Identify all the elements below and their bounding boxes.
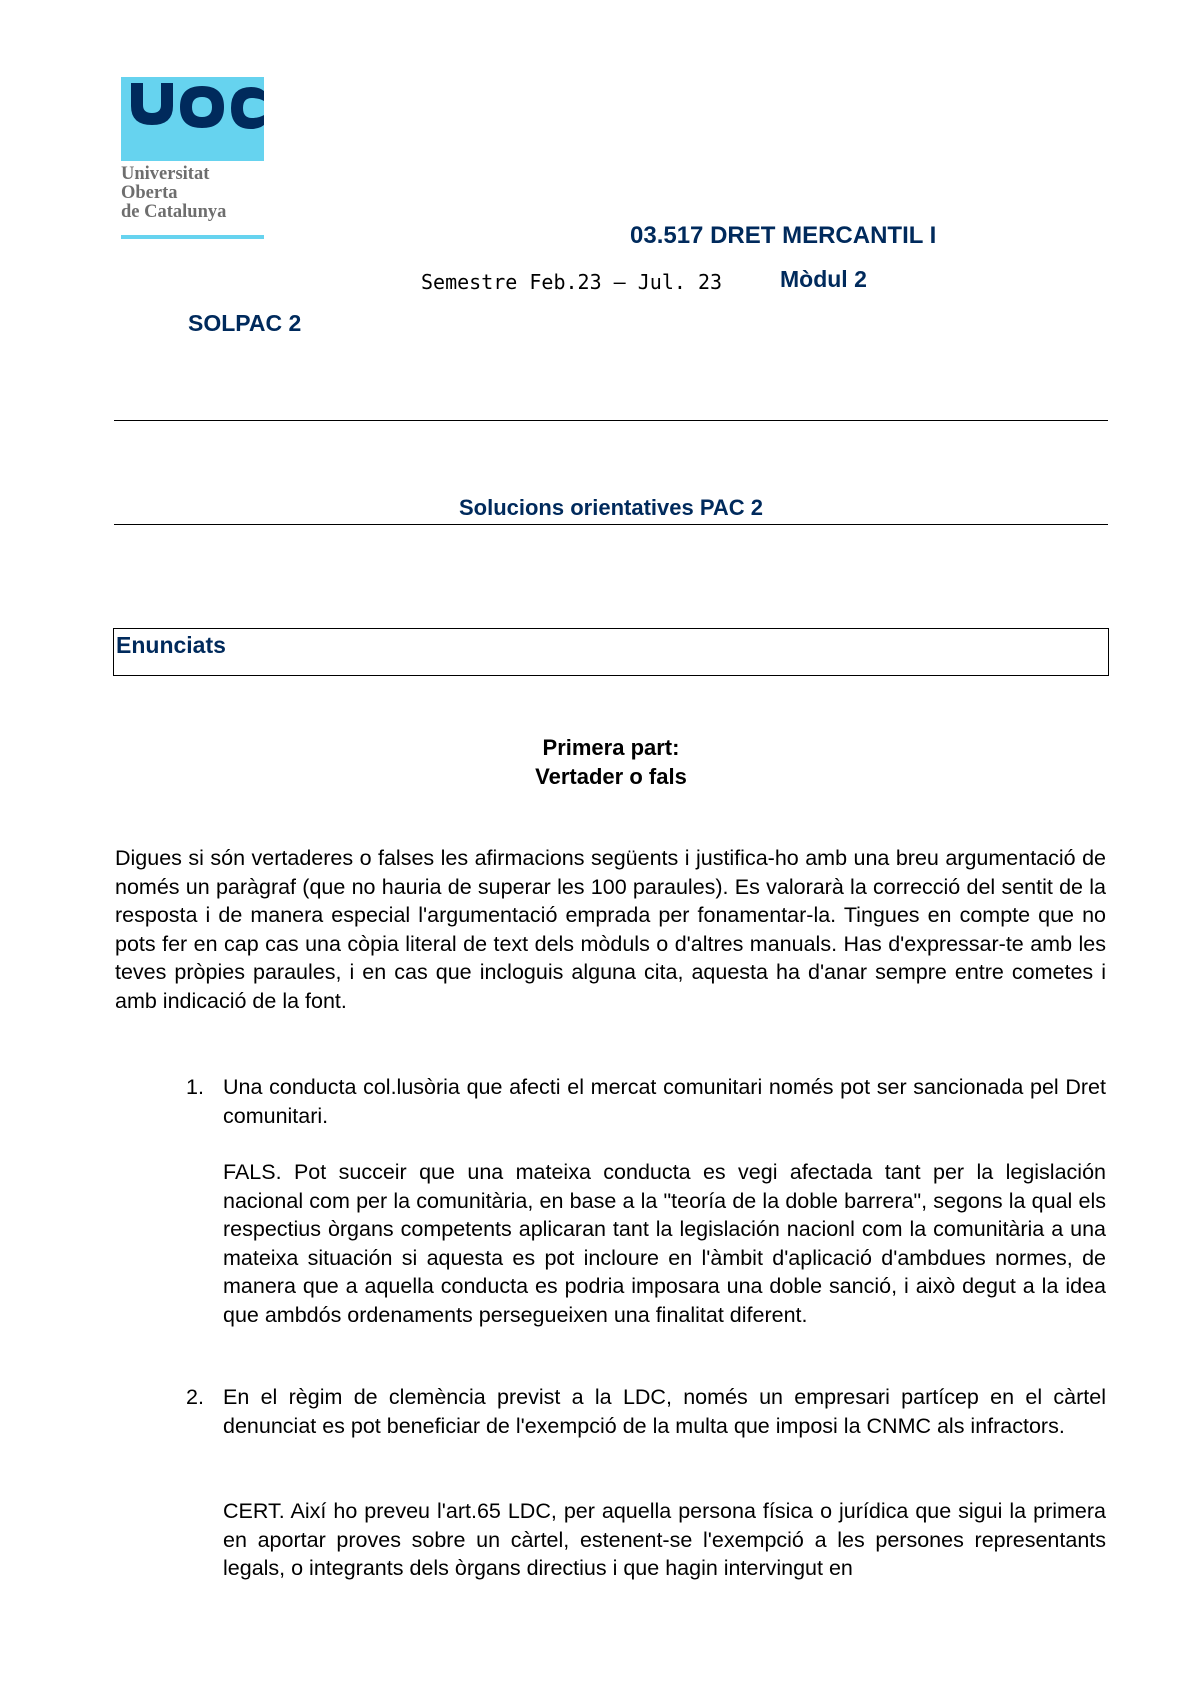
question-answer: FALS. Pot succeir que una mateixa conducta es vegi afectada tant per la legislación nacional com per la comunitària, en base a la "teoría de la doble barrera", segons la qual els respectius òrgans competents aplicaran tant la legislación nacionl com la comunitària a una mateixa situación si aquesta es pot incloure en l'àmbit d'aplicació d'ambdues normes, de manera que a aquella conducta es podria imposara una doble sanció, i això degut a la idea que ambdós ordenaments persegueixen una finalitat diferent.: [223, 1160, 1106, 1327]
semester-label: Semestre Feb.23 – Jul. 23: [421, 270, 723, 294]
divider-top: [114, 420, 1108, 421]
logo-line-oberta: Oberta: [121, 183, 178, 203]
uoc-logo: [121, 77, 271, 247]
question-number: 1.: [186, 1075, 204, 1099]
document-label: SOLPAC 2: [188, 310, 302, 336]
part-heading: [114, 733, 1108, 791]
enunciats-box: [113, 628, 1109, 676]
uoc-logo-graphic: [121, 77, 271, 247]
part-heading-line2: Vertader o fals: [535, 764, 687, 789]
part-heading-line1: Primera part:: [542, 735, 680, 760]
divider-bottom: [114, 524, 1108, 525]
instructions-paragraph: Digues si són vertaderes o falses les afirmacions següents i justifica-ho amb una breu argumentació de només un paràgraf (que no hauria de superar les 100 paraules). Es valorarà la correcció del sentit de la resposta i de manera especial l'argumentació emprada per fonamentar-la. Tingues en compte que no pots fer en cap cas una còpia literal de text dels mòduls o d'altres manuals. Has d'expressar-te amb les teves pròpies paraules, i en cas que incloguis alguna cita, aquesta ha d'anar sempre entre cometes i amb indicació de la font.: [115, 846, 1106, 1013]
logo-line-universitat: Universitat: [121, 164, 210, 184]
module-label: Mòdul 2: [780, 266, 867, 292]
logo-line-catalunya: de Catalunya: [121, 202, 227, 222]
course-title: 03.517 DRET MERCANTIL I: [630, 222, 937, 249]
question-number: 2.: [186, 1385, 204, 1409]
logo-underline: [121, 235, 264, 239]
question-answer: CERT. Així ho preveu l'art.65 LDC, per aquella persona física o jurídica que sigui la primera en aportar proves sobre un càrtel, estenent-se l'exempció a les persones representants legals, o integrants dels òrgans directius i que hagin intervingut en: [223, 1499, 1106, 1580]
question-statement: Una conducta col.lusòria que afecti el mercat comunitari només pot ser sancionada pel Dret comunitari.: [223, 1075, 1106, 1128]
question-statement: En el règim de clemència previst a la LDC, només un empresari partícep en el càrtel denunciat es pot beneficiar de l'exempció de la multa que imposi la CNMC als infractors.: [223, 1385, 1106, 1438]
enunciats-heading: Enunciats: [116, 632, 226, 658]
section-title: Solucions orientatives PAC 2: [458, 495, 763, 520]
